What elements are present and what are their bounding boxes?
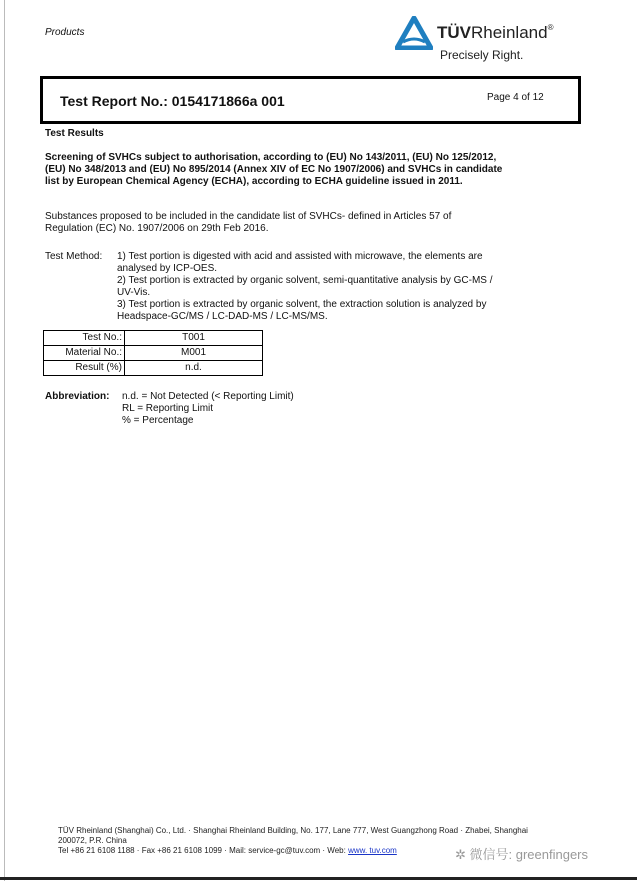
abbreviation-list xyxy=(122,391,294,427)
table-row xyxy=(44,361,263,376)
method-item: 1) Test portion is digested with acid and assisted with microwave, the elements are analysed by ICP-OES. xyxy=(117,251,483,274)
brand-name: TÜVRheinland® xyxy=(437,23,554,42)
screening-paragraph: Screening of SVHCs subject to authorisation, according to (EU) No 143/2011, (EU) No 125/2012, (EU) No 348/2013 and (EU) No 895/2014 (Annex XIV of EC No 1907/2006) and SVHCs in candidate list by European Chemical Agency (ECHA), according to ECHA guideline issued in 2011. xyxy=(45,152,503,187)
table-row xyxy=(44,331,263,346)
row-label: Test No.: xyxy=(44,331,125,346)
footer-postcode: 200072, P.R. China xyxy=(58,836,127,845)
report-header-box xyxy=(40,76,581,124)
abbreviation-item: % = Percentage xyxy=(122,415,194,426)
method-list xyxy=(117,251,507,323)
tuv-logo xyxy=(395,14,585,66)
abbreviation-item: n.d. = Not Detected (< Reporting Limit) xyxy=(122,391,294,402)
section-label: Products xyxy=(45,27,85,38)
row-value: T001 xyxy=(125,331,263,346)
method-item: 2) Test portion is extracted by organic solvent, semi-quantitative analysis by GC-MS / UV-Vis. xyxy=(117,275,493,298)
abbreviation-label: Abbreviation: xyxy=(45,391,110,402)
page-bottom-border xyxy=(0,877,637,880)
abbreviation-item: RL = Reporting Limit xyxy=(122,403,214,414)
method-label: Test Method: xyxy=(45,251,103,262)
page-edge xyxy=(4,0,5,881)
footer-address: TÜV Rheinland (Shanghai) Co., Ltd. · Shanghai Rheinland Building, No. 177, Lane 777, West Guangzhong Road · Zhabei, Shanghai xyxy=(58,826,528,835)
report-title: Test Report No.: 0154171866a 001 xyxy=(60,93,285,109)
row-label: Result (%) xyxy=(44,361,125,376)
watermark: ✲ 微信号: greenfingers xyxy=(455,847,589,862)
brand-tagline: Precisely Right. xyxy=(440,48,524,62)
tuv-triangle-icon xyxy=(395,16,433,50)
substances-paragraph: Substances proposed to be included in the candidate list of SVHCs- defined in Articles 57 of Regulation (EC) No. 1907/2006 on 29th Feb 2016. xyxy=(45,211,452,234)
results-table xyxy=(43,330,263,376)
page-number: Page 4 of 12 xyxy=(487,92,544,103)
website-link[interactable]: www. tuv.com xyxy=(348,846,397,855)
method-item: 3) Test portion is extracted by organic solvent, the extraction solution is analyzed by Headspace-GC/MS / LC-DAD-MS / LC-MS/MS. xyxy=(117,299,487,322)
section-heading: Test Results xyxy=(45,128,104,139)
row-value: n.d. xyxy=(125,361,263,376)
footer-contact: Tel +86 21 6108 1188 · Fax +86 21 6108 1099 · Mail: service-gc@tuv.com · Web: www. tuv.com xyxy=(58,846,397,855)
wechat-icon: ✲ xyxy=(455,847,470,862)
table-row xyxy=(44,346,263,361)
row-label: Material No.: xyxy=(44,346,125,361)
row-value: M001 xyxy=(125,346,263,361)
